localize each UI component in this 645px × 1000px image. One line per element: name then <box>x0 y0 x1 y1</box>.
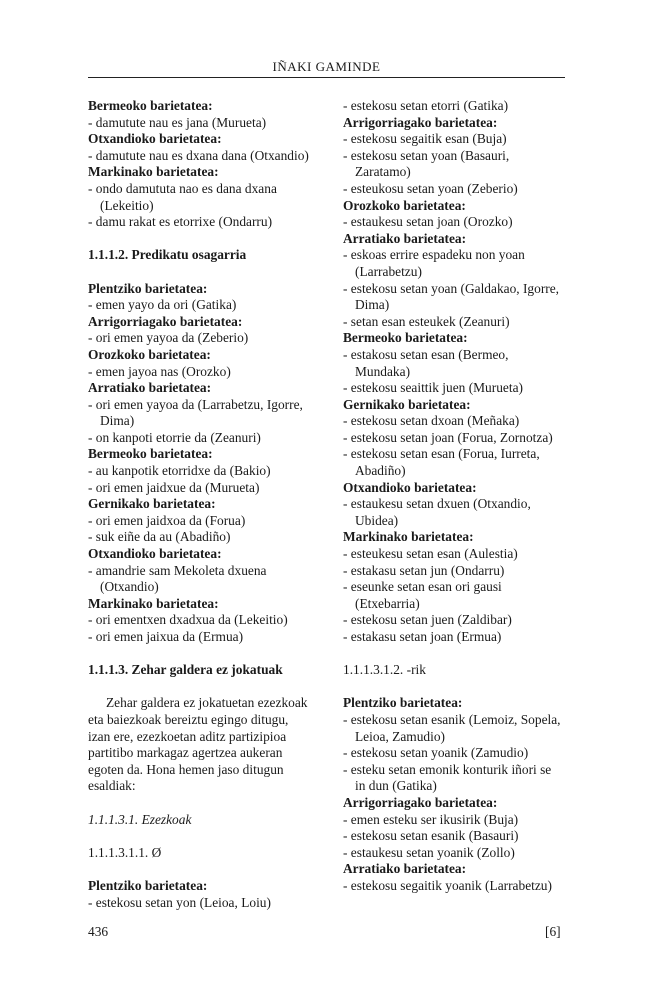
example-entry: - estekosu segaitik yoanik (Larrabetzu) <box>343 877 552 893</box>
example-entry: - on kanpoti etorrie da (Zeanuri) <box>88 429 261 445</box>
example-entry: - ondo damututa nao es dana dxana (Lekeitio) <box>88 180 277 213</box>
section-heading: 1.1.1.2. Predikatu osagarria <box>88 247 247 263</box>
example-entry: - estakosu setan esan (Bermeo, Mundaka) <box>343 346 509 379</box>
example-entry: - estakasu setan jun (Ondarru) <box>343 562 505 578</box>
example-entry: - emen jayoa nas (Orozko) <box>88 363 231 379</box>
example-entry: - estekosu setan yoan (Galdakao, Igorre, Dima) <box>343 280 560 313</box>
example-entry: - emen yayo da ori (Gatika) <box>88 297 237 313</box>
spacer <box>88 795 310 812</box>
body-paragraph: Zehar galdera ez jokatuetan ezezkoak eta baiezkoak bereiztu egingo ditugu, izan ere, ezezkoetan aditz partizipioa partitibo markagaz agertzea aukeran egoten da. Hona hemen jaso ditugun esaldiak: <box>88 695 308 794</box>
variety-heading: Plentziko barietatea: <box>88 280 208 296</box>
example-entry: - estekosu setan dxoan (Meñaka) <box>343 413 520 429</box>
variety-heading: Arratiako barietatea: <box>343 230 467 246</box>
example-entry: - ori emen jaixua da (Ermua) <box>88 629 244 644</box>
spacer <box>88 828 310 845</box>
variety-heading: Arrigorriagako barietatea: <box>88 313 243 329</box>
example-entry: - estekosu seaittik juen (Murueta) <box>343 380 523 396</box>
example-entry: - estekosu setan juen (Zaldibar) <box>343 612 512 628</box>
subsection-heading: 1.1.1.3.1. Ezezkoak <box>88 811 192 827</box>
example-entry: - estekosu setan yoan (Basauri, Zaratamo) <box>343 147 510 180</box>
variety-heading: Orozkoko barietatea: <box>343 197 466 213</box>
example-entry: - ori emen jaidxue da (Murueta) <box>88 479 260 495</box>
example-entry: - estakasu setan joan (Ermua) <box>343 629 502 644</box>
example-entry: - estekosu setan yoanik (Zamudio) <box>343 745 529 761</box>
section-heading: 1.1.1.3. Zehar galdera ez jokatuak <box>88 662 283 678</box>
variety-heading: Markinako barietatea: <box>88 164 219 180</box>
variety-heading: Markinako barietatea: <box>88 595 219 611</box>
example-entry: - esteku setan emonik konturik iñori se in dun (Gatika) <box>343 761 552 794</box>
spacer <box>88 679 310 696</box>
variety-heading: Arrigorriagako barietatea: <box>343 114 498 130</box>
variety-heading: Orozkoko barietatea: <box>88 346 211 362</box>
example-entry: - estekosu setan esan (Forua, Iurreta, Abadiño) <box>343 446 540 479</box>
example-entry: - estekosu setan esanik (Basauri) <box>343 828 519 844</box>
example-entry: - au kanpotik etorridxe da (Bakio) <box>88 463 271 479</box>
variety-heading: Bermeoko barietatea: <box>343 330 468 346</box>
variety-heading: Otxandioko barietatea: <box>88 131 222 147</box>
example-entry: - suk eiñe da au (Abadiño) <box>88 529 231 545</box>
variety-heading: Markinako barietatea: <box>343 529 474 545</box>
header-rule <box>88 77 565 78</box>
spacer <box>88 646 310 663</box>
example-entry: - ori ementxen dxadxua da (Lekeitio) <box>88 612 288 628</box>
spacer <box>88 231 310 248</box>
example-entry: - estaukesu setan joan (Orozko) <box>343 214 513 230</box>
example-entry: - eskoas errire espadeku non yoan (Larrabetzu) <box>343 247 525 279</box>
example-entry: - damu rakat es etorrixe (Ondarru) <box>88 214 273 230</box>
example-entry: - estekosu setan esanik (Lemoiz, Sopela, Leioa, Zamudio) <box>343 711 561 744</box>
example-entry: - damutute nau es dxana dana (Otxandio) <box>88 147 309 163</box>
variety-heading: Plentziko barietatea: <box>88 877 208 893</box>
example-entry: - estaukesu setan dxuen (Otxandio, Ubidea) <box>343 496 531 528</box>
spacer <box>88 861 310 878</box>
example-entry: - ori emen yayoa da (Larrabetzu, Igorre, Dima) <box>88 396 303 429</box>
variety-heading: Gernikako barietatea: <box>88 496 216 512</box>
left-column <box>88 98 310 911</box>
example-entry: - estekosu setan etorri (Gatika) <box>343 98 509 113</box>
example-entry: - estekosu segaitik esan (Buja) <box>343 131 507 147</box>
spacer <box>88 264 310 281</box>
example-entry: - damutute nau es jana (Murueta) <box>88 114 267 130</box>
example-entry: - estekosu setan joan (Forua, Zornotza) <box>343 429 553 445</box>
example-entry: - eseunke setan esan ori gausi (Etxebarria) <box>343 579 502 611</box>
variety-heading: Otxandioko barietatea: <box>343 479 477 495</box>
variety-heading: Otxandioko barietatea: <box>88 546 222 562</box>
subsection-heading: 1.1.1.3.1.1. Ø <box>88 844 162 860</box>
variety-heading: Bermeoko barietatea: <box>88 98 213 113</box>
example-entry: - amandrie sam Mekoleta dxuena (Otxandio) <box>88 562 267 595</box>
right-column <box>343 98 565 895</box>
example-entry: - esteukosu setan yoan (Zeberio) <box>343 180 518 196</box>
page-number: 436 <box>88 924 109 939</box>
example-entry: - esteukesu setan esan (Aulestia) <box>343 546 518 562</box>
example-entry: - ori emen jaidxoa da (Forua) <box>88 512 246 528</box>
variety-heading: Plentziko barietatea: <box>343 695 463 711</box>
folio-bracket: [6] <box>545 924 561 939</box>
example-entry: - ori emen yayoa da (Zeberio) <box>88 330 249 346</box>
variety-heading: Arratiako barietatea: <box>88 380 212 396</box>
variety-heading: Bermeoko barietatea: <box>88 446 213 462</box>
variety-heading: Arratiako barietatea: <box>343 861 467 877</box>
example-entry: - emen esteku ser ikusirik (Buja) <box>343 811 519 827</box>
variety-heading: Arrigorriagako barietatea: <box>343 794 498 810</box>
example-entry: - setan esan esteukek (Zeanuri) <box>343 313 510 329</box>
spacer <box>343 679 565 696</box>
running-head: IÑAKI GAMINDE <box>272 59 381 74</box>
spacer <box>343 646 565 663</box>
example-entry: - estaukesu setan yoanik (Zollo) <box>343 844 515 860</box>
example-entry: - estekosu setan yon (Leioa, Loiu) <box>88 894 271 910</box>
subsection-heading: 1.1.1.3.1.2. -rik <box>343 662 426 678</box>
variety-heading: Gernikako barietatea: <box>343 396 471 412</box>
